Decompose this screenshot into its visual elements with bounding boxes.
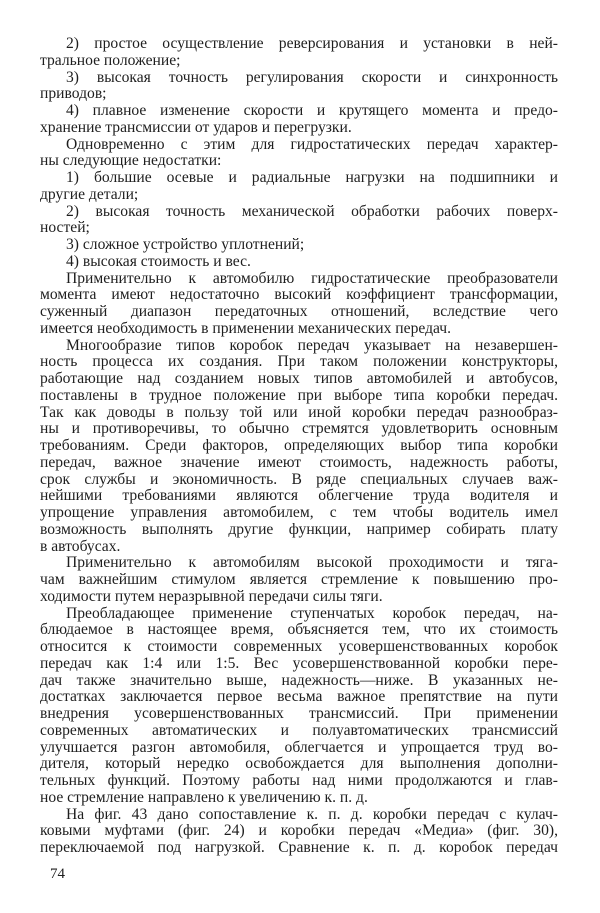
paragraph [40, 170, 558, 204]
paragraph [40, 555, 558, 605]
paragraph [40, 36, 558, 70]
text-line: ковыми муфтами (фиг. 24) и коробки передач «Медиа» (фиг. 30), [40, 822, 558, 840]
text-line: переключаемой под нагрузкой. Сравнение к. п. д. коробок передач [40, 839, 558, 856]
text-line: 3) высокая точность регулирования скорости и синхронность [66, 68, 558, 86]
paragraph [40, 338, 558, 556]
paragraph [40, 137, 558, 171]
text-line: На фиг. 43 дано сопоставление к. п. д. коробки передач с кулач- [66, 805, 558, 823]
text-line: момента имеют недостаточно высокий коэффициент трансформации, [40, 286, 558, 304]
paragraph [40, 606, 558, 807]
text-line: работающие над созданием новых типов автомобилей и автобусов, [40, 370, 558, 387]
paragraph [40, 254, 558, 271]
page-number: 74 [50, 866, 65, 882]
text-line: тельных функций. Поэтому работы над ними продолжаются и глав- [40, 772, 558, 789]
text-line: приводов; [40, 85, 107, 103]
text-line: 4) высокая стоимость и вес. [66, 252, 251, 270]
text-line: 2) простое осуществление реверсирования и установки в ней- [66, 35, 558, 52]
text-line: дач также значительно выше, надежность—ниже. В указанных не- [40, 671, 558, 689]
text-line: Применительно к автомобилям высокой проходимости и тяга- [66, 554, 558, 572]
paragraph [40, 807, 558, 857]
text-line: ны следующие недостатки: [40, 152, 222, 170]
paragraph [40, 204, 558, 238]
text-line: упрощение управления автомобилем, с тем чтобы водитель имел [40, 504, 558, 521]
text-line: срок службы и экономичность. В ряде специальных случаев важ- [40, 470, 558, 488]
paragraph [40, 237, 558, 254]
text-line: современных автоматических и полуавтоматических трансмиссий [40, 721, 558, 739]
text-line: 3) сложное устройство уплотнений; [66, 236, 305, 253]
text-line: ностей; [40, 219, 90, 237]
paragraph [40, 103, 558, 137]
text-line: передач, важное значение имеют стоимость, надежность работы, [40, 453, 558, 471]
text-line: ное стремление направлено к увеличению к. п. д. [40, 788, 368, 806]
text-line: требованиям. Среди факторов, определяющих выбор типа коробки [40, 437, 558, 454]
text-line: Применительно к автомобилю гидростатические преобразователи [66, 269, 558, 287]
paragraph [40, 271, 558, 338]
text-line: внедрения усовершенствованных трансмиссий. При применении [40, 705, 558, 722]
text-line: блюдаемое в настоящее время, объясняется тем, что их стоимость [40, 621, 558, 639]
text-line: 2) высокая точность механической обработки рабочих поверх- [66, 202, 558, 220]
text-line: нейшими требованиями являются облегчение труда водителя и [40, 487, 558, 505]
text-line: относится к стоимости современных усовершенствованных коробок [40, 638, 558, 655]
text-line: Так как доводы в пользу той или иной коробки передач разнообраз- [40, 403, 558, 421]
text-line: ны и противоречивы, то обычно стремятся удовлетворить основным [40, 420, 558, 438]
text-line: 4) плавное изменение скорости и крутящего момента и предо- [66, 102, 558, 119]
text-line: тральное положение; [40, 51, 181, 69]
paragraph [40, 70, 558, 104]
text-line: передач как 1:4 или 1:5. Вес усовершенствованной коробки пере- [40, 654, 558, 672]
text-line: Преобладающее применение ступенчатых коробок передач, на- [66, 604, 558, 622]
text-line: достатках заключается первое весьма важное препятствие на пути [40, 688, 558, 706]
text-line: ходимости путем неразрывной передачи силы тяги. [40, 587, 383, 605]
text-line: поставлены в трудное положение при выборе типа коробки передач. [40, 386, 558, 404]
text-line: дителя, который нередко освобождается для выполнения дополни- [40, 755, 558, 773]
text-line: Одновременно с этим для гидростатических передач характер- [66, 135, 558, 153]
text-line: ность процесса их создания. При таком положении конструкторы, [40, 353, 558, 371]
text-line: другие детали; [40, 185, 139, 203]
text-line: суженный диапазон передаточных отношений, вследствие чего [40, 303, 558, 320]
text-line: улучшается разгон автомобиля, облегчается и упрощается труд во- [40, 738, 558, 756]
text-line: имеется необходимость в применении механических передач. [40, 319, 452, 337]
page-body-text [40, 36, 558, 857]
text-line: чам важнейшим стимулом является стремление к повышению про- [40, 571, 558, 588]
text-line: Многообразие типов коробок передач указывает на незавершен- [66, 336, 558, 354]
text-line: 1) большие осевые и радиальные нагрузки на подшипники и [66, 169, 558, 186]
text-line: хранение трансмиссии от ударов и перегрузки. [40, 118, 352, 136]
text-line: в автобусах. [40, 537, 121, 555]
text-line: возможность выполнять другие функции, например собирать плату [40, 520, 558, 538]
